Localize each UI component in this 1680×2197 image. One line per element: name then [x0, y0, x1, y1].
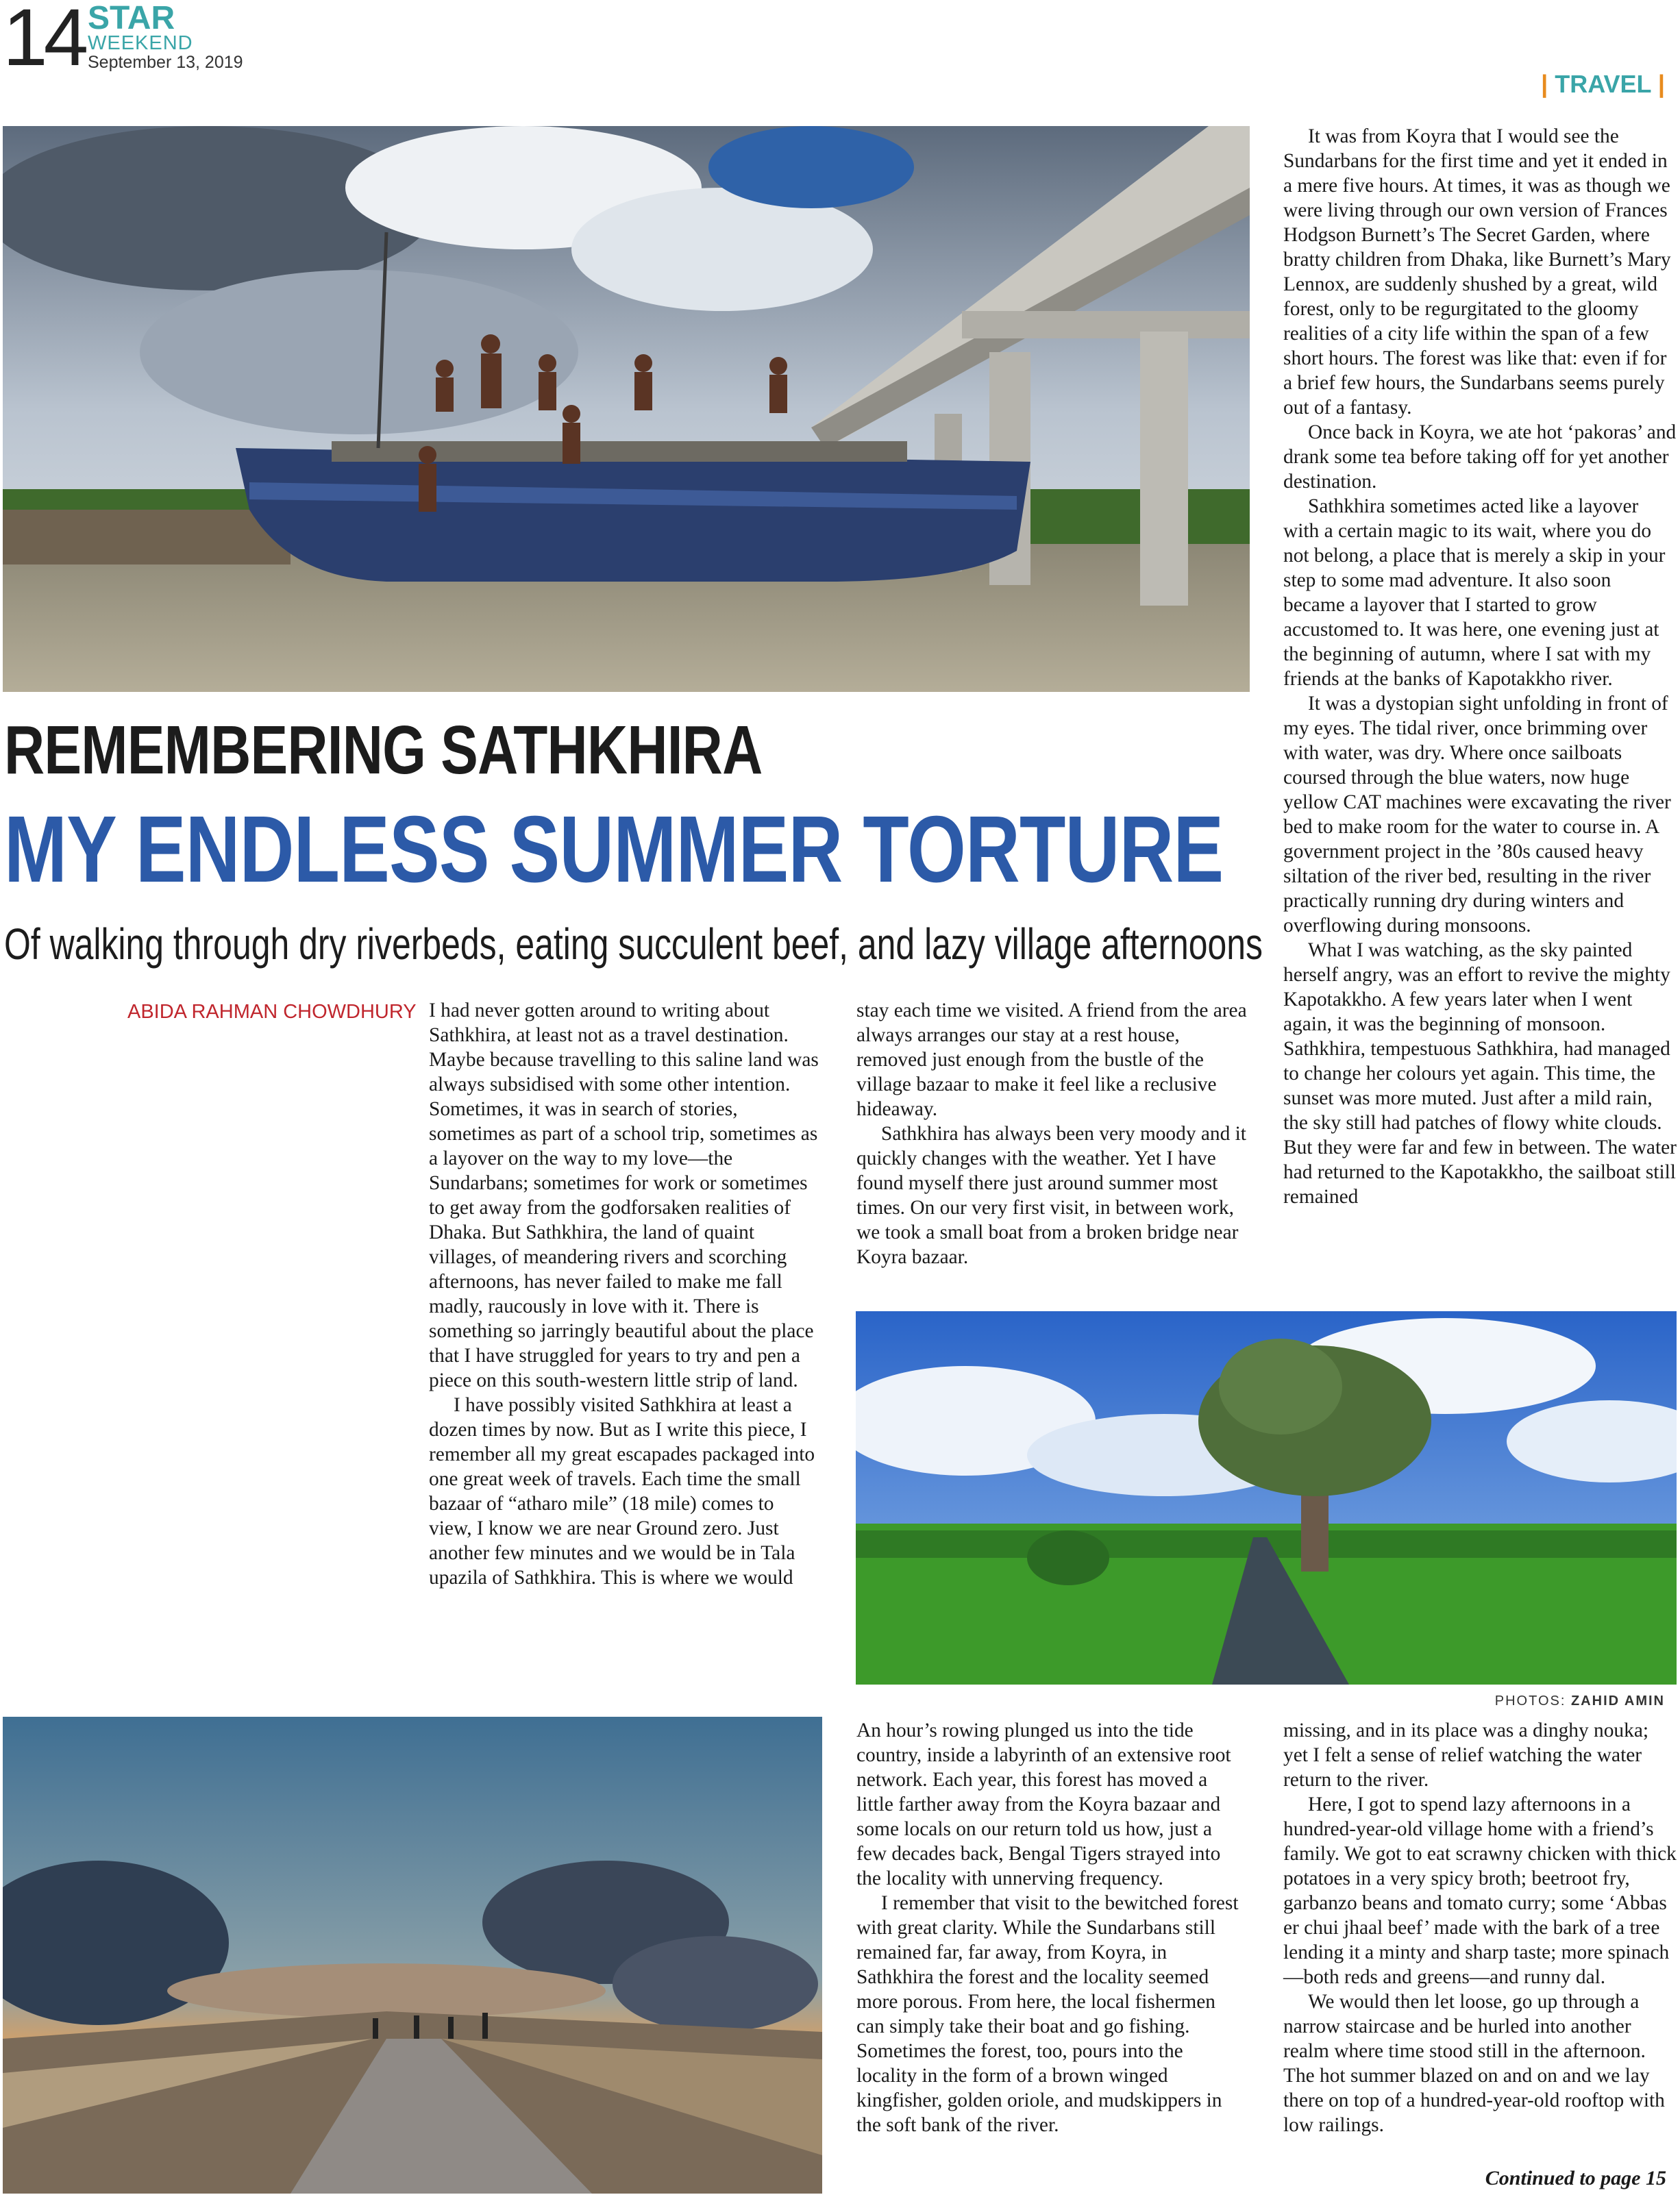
article-column-2-bottom — [856, 1718, 1247, 2137]
paragraph: It was a dystopian sight unfolding in front of my eyes. The tidal river, once brimming over with water, was dry. Where once sailboats coursed through the blue waters, now huge yellow CAT machines were excavating the river bed to make room for the water to course in. A government project in the ’80s caused heavy siltation of the river bed, resulting in the river practically running dry during winters and overflowing during monsoons. — [1283, 693, 1671, 936]
continued-note[interactable]: Continued to page 15 — [1485, 2167, 1666, 2189]
article-column-2-top — [856, 998, 1247, 1269]
photo-credit-name: ZAHID AMIN — [1570, 1693, 1665, 1709]
photo-boat-bridge — [3, 126, 1250, 692]
paragraph: It was from Koyra that I would see the Sundarbans for the first time and yet it ended in a mere five hours. At times, it was as though we were living through our own version of Frances Hodgson Burnett’s The Secret Garden, where bratty children from Dhaka, like Burnett’s Mary Lennox, are suddenly shushed by a great, wild forest, only to be regurgitated to the gloomy realities of a city life within the span of a few short hours. The forest was like that: even if for a brief few hours, the Sundarbans seems purely out of a fantasy. — [1283, 125, 1671, 419]
photo-sunset-road-graphic — [3, 1717, 822, 2194]
paragraph: Here, I got to spend lazy afternoons in a hundred-year-old village home with a friend’s family. We got to eat scrawny chicken with thick potatoes in a very spicy broth; beetroot fry, garbanzo beans and tomato curry; some ‘Abbas er chui jhaal beef’ made with the bark of a tree lending it a minty and sharp taste; more spinach—both reds and greens—and runny dal. — [1283, 1793, 1677, 1988]
paragraph: I had never gotten around to writing about Sathkhira, at least not as a travel destination. Maybe because travelling to this saline land was always subsidised with some other intention. Sometimes, it was in search of stories, sometimes as part of a school trip, sometimes as a layover on the way to my love—the Sundarbans; sometimes for work or sometimes to get away from the godforsaken realities of Dhaka. But Sathkhira, the land of quaint villages, of meandering rivers and scorching afternoons, has never failed to make me fall madly, raucously in love with it. There is something so jarringly beautiful about the place that I have struggled for years to try and pen a piece on this south-western little strip of land. — [429, 1000, 819, 1391]
page-number: 14 — [3, 0, 85, 83]
paragraph: stay each time we visited. A friend from the area always arranges our stay at a rest house, removed just enough from the bustle of the village bazaar to make it feel like a reclusive hideaway. — [856, 1000, 1247, 1120]
article-column-1 — [429, 998, 819, 1590]
paragraph: Sathkhira has always been very moody and it quickly changes with the weather. Yet I have found myself there just around summer most times. On our very first visit, in between work, we took a small boat from a broken bridge near Koyra bazaar. — [856, 1123, 1246, 1268]
paragraph: What I was watching, as the sky painted herself angry, was an effort to revive the mighty Kapotakkho. A few years later when I went again, it was the beginning of monsoon. Sathkhira, tempestuous Sathkhira, had managed to change her colours yet again. This time, the sunset was more muted. Just after a mild rain, the sky still had patches of flowy white clouds. But they were far and few in between. The water had returned to the Kapotakkho, the sailboat still remained — [1283, 939, 1677, 1208]
photo-boat-bridge-graphic — [3, 126, 1250, 692]
paragraph: I have possibly visited Sathkhira at least a dozen times by now. But as I write this piece, I remember all my great escapades packaged into one great week of travels. Each time the small bazaar of “atharo mile” (18 mile) comes to view, I know we are near Ground zero. Just another few minutes and we would be in Tala upazila of Sathkhira. This is where we would — [429, 1394, 815, 1589]
brand-sub: WEEKEND — [88, 32, 193, 54]
article-column-3-top — [1283, 124, 1677, 1209]
issue-date: September 13, 2019 — [88, 53, 243, 72]
photo-village-road-graphic — [856, 1311, 1677, 1685]
paragraph: I remember that visit to the bewitched forest with great clarity. While the Sundarbans still remained far, far away, from Koyra, in Sathkhira the forest and the locality seemed more porous. From here, the local fishermen can simply take their boat and go fishing. Sometimes the forest, too, pours into the locality in the form of a brown winged kingfisher, golden oriole, and mudskippers in the soft bank of the river. — [856, 1892, 1239, 2136]
article-deck: Of walking through dry riverbeds, eating succulent beef, and lazy village afternoons — [4, 919, 1263, 969]
article-headline: MY ENDLESS SUMMER TORTURE — [4, 797, 1224, 902]
paragraph: We would then let loose, go up through a narrow staircase and be hurled into another realm where time stood still in the afternoon. The hot summer blazed on and on and we lay there on top of a hundred-year-old rooftop with low railings. — [1283, 1991, 1665, 2136]
section-divider-right: | — [1657, 70, 1665, 98]
paragraph: Once back in Koyra, we ate hot ‘pakoras’ and drank some tea before taking off for yet another destination. — [1283, 421, 1677, 493]
paragraph: Sathkhira sometimes acted like a layover with a certain magic to its wait, where you do not belong, a place that is merely a skip in your step to some mad adventure. It also soon became a layover that I started to grow accustomed to. It was here, one evening just at the beginning of autumn, where I sat with my friends at the banks of Kapotakkho river. — [1283, 495, 1666, 690]
paragraph: missing, and in its place was a dinghy nouka; yet I felt a sense of relief watching the water return to the river. — [1283, 1720, 1649, 1791]
photo-sunset-road — [3, 1717, 822, 2194]
section-label — [1541, 70, 1665, 99]
photo-village-road — [856, 1311, 1677, 1685]
brand-name: STAR — [88, 0, 175, 36]
photo-credit-label: PHOTOS: — [1494, 1693, 1566, 1709]
article-kicker: REMEMBERING SATHKHIRA — [4, 712, 763, 789]
article-byline: ABIDA RAHMAN CHOWDHURY — [127, 1001, 417, 1023]
paragraph: An hour’s rowing plunged us into the tide country, inside a labyrinth of an extensive root network. Each year, this forest has moved a little farther away from the Koyra bazaar and some locals on our return told us how, just a few decades back, Bengal Tigers strayed into the locality with unnerving frequency. — [856, 1720, 1231, 1889]
photo-credit — [1495, 1693, 1665, 1709]
article-column-3-bottom — [1283, 1718, 1677, 2137]
section-name: TRAVEL — [1555, 70, 1651, 98]
section-divider-left: | — [1541, 70, 1548, 98]
